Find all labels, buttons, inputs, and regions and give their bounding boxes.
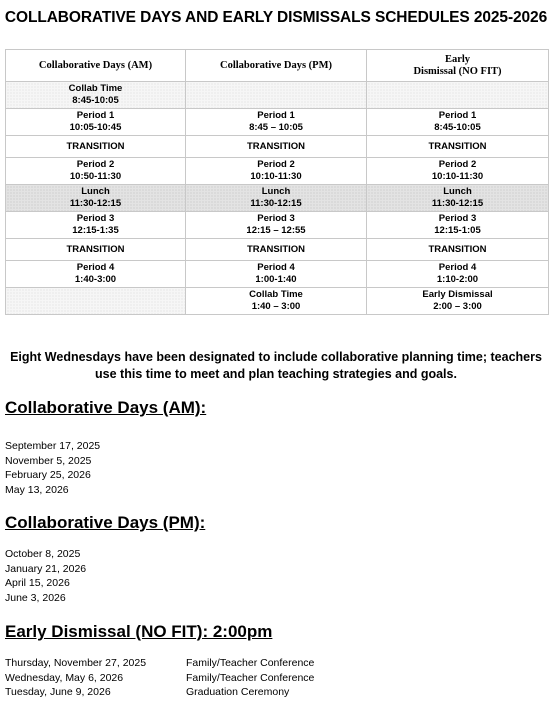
page-title: COLLABORATIVE DAYS AND EARLY DISMISSALS SCHEDULES 2025-2026	[4, 9, 548, 26]
header-line: Collaborative Days (PM)	[220, 59, 332, 71]
table-cell	[186, 288, 367, 315]
table-cell	[6, 136, 186, 158]
table-row	[6, 288, 549, 315]
header-line: Early	[444, 53, 471, 65]
event-date: Wednesday, May 6, 2026	[5, 671, 124, 684]
table-row	[6, 82, 549, 109]
event-date: Thursday, November 27, 2025	[5, 657, 147, 669]
period-time: 1:40 – 3:00	[251, 301, 301, 312]
table-cell	[186, 239, 367, 261]
table-cell	[6, 185, 186, 212]
period-time: 10:10-11:30	[431, 171, 484, 182]
table-cell	[186, 136, 367, 158]
table-row	[6, 212, 549, 239]
list-item: June 3, 2026	[5, 591, 66, 604]
table-cell	[367, 288, 549, 315]
table-cell	[6, 261, 186, 288]
event-name: Graduation Ceremony	[186, 686, 290, 698]
transition-label: TRANSITION	[246, 243, 306, 255]
planning-note: Eight Wednesdays have been designated to include collaborative planning time; teachers use this time to meet and plan teaching strategies and goals.	[10, 350, 542, 381]
period-time: 11:30-12:15	[431, 198, 484, 209]
period-time: 10:50-11:30	[69, 171, 122, 182]
period-time: 1:40-3:00	[74, 274, 117, 285]
list-item	[5, 685, 289, 700]
table-cell	[367, 239, 549, 261]
period-name: Period 3	[76, 213, 115, 224]
am-date-list	[5, 439, 100, 497]
period-name: Collab Time	[68, 83, 123, 94]
pm-date-list	[5, 547, 86, 605]
period-name: Period 4	[76, 262, 115, 273]
period-time: 8:45-10:05	[72, 95, 119, 106]
event-date: Tuesday, June 9, 2026	[5, 686, 111, 698]
header-early-dismissal	[367, 50, 549, 82]
table-cell	[367, 185, 549, 212]
transition-label: TRANSITION	[246, 140, 306, 152]
event-name: Family/Teacher Conference	[186, 657, 315, 669]
period-name: Period 3	[438, 213, 477, 224]
schedule-table	[5, 49, 549, 315]
period-time: 8:45 – 10:05	[249, 122, 303, 133]
table-cell	[6, 239, 186, 261]
transition-label: TRANSITION	[428, 243, 487, 255]
list-item: February 25, 2026	[5, 469, 91, 481]
table-cell	[6, 109, 186, 136]
period-name: Period 2	[76, 159, 115, 170]
table-cell	[186, 185, 367, 212]
table-row	[6, 109, 549, 136]
section-heading-early-dismissal: Early Dismissal (NO FIT): 2:00pm	[5, 622, 273, 641]
period-name: Period 2	[438, 159, 477, 170]
list-item	[5, 671, 314, 686]
list-item: May 13, 2026	[5, 483, 69, 496]
section-heading-am: Collaborative Days (AM):	[5, 398, 207, 417]
table-cell	[367, 109, 549, 136]
table-cell-empty	[367, 82, 549, 109]
period-name: Lunch	[443, 186, 472, 197]
table-cell-empty	[6, 288, 186, 315]
period-time: 12:15-1:35	[72, 225, 119, 236]
table-cell	[186, 158, 367, 185]
list-item: October 8, 2025	[5, 548, 81, 560]
transition-label: TRANSITION	[66, 243, 125, 255]
header-line: Collaborative Days (AM)	[38, 59, 153, 71]
period-name: Collab Time	[249, 289, 303, 300]
header-line: Dismissal (NO FIT)	[413, 65, 502, 77]
period-time: 1:10-2:00	[436, 274, 479, 285]
period-time: 11:30-12:15	[69, 198, 122, 209]
table-cell	[367, 158, 549, 185]
table-header-row	[6, 50, 549, 82]
period-name: Period 3	[257, 213, 295, 224]
period-time: 8:45-10:05	[434, 122, 481, 133]
table-cell	[186, 212, 367, 239]
list-item	[5, 656, 314, 671]
list-item: September 17, 2025	[5, 440, 101, 452]
transition-label: TRANSITION	[428, 140, 487, 152]
table-cell-empty	[186, 82, 367, 109]
event-name: Family/Teacher Conference	[186, 671, 315, 684]
table-row-transition	[6, 136, 549, 158]
period-name: Lunch	[261, 186, 291, 197]
table-row	[6, 261, 549, 288]
period-time: 1:00-1:40	[255, 274, 297, 285]
period-time: 10:10-11:30	[250, 171, 302, 182]
section-heading-pm: Collaborative Days (PM):	[5, 513, 206, 532]
table-cell	[186, 109, 367, 136]
table-row	[6, 158, 549, 185]
period-name: Period 1	[76, 110, 115, 121]
period-time: 2:00 – 3:00	[433, 301, 482, 312]
header-collab-pm	[186, 50, 367, 82]
header-collab-am	[6, 50, 186, 82]
list-item: April 15, 2026	[5, 577, 70, 589]
period-name: Period 2	[257, 159, 295, 170]
period-time: 12:15 – 12:55	[246, 225, 306, 236]
table-cell	[367, 136, 549, 158]
period-name: Period 4	[257, 262, 295, 273]
table-cell	[6, 212, 186, 239]
period-name: Period 1	[257, 110, 295, 121]
transition-label: TRANSITION	[66, 140, 125, 152]
table-cell	[367, 261, 549, 288]
table-cell	[186, 261, 367, 288]
period-name: Period 1	[438, 110, 477, 121]
table-row-lunch	[6, 185, 549, 212]
period-time: 12:15-1:05	[434, 225, 481, 236]
table-row-transition	[6, 239, 549, 261]
table-cell	[6, 82, 186, 109]
period-time: 11:30-12:15	[250, 198, 302, 209]
list-item: November 5, 2025	[5, 454, 92, 467]
table-cell	[6, 158, 186, 185]
period-time: 10:05-10:45	[69, 122, 122, 133]
period-name: Early Dismissal	[422, 289, 493, 300]
list-item: January 21, 2026	[5, 562, 87, 575]
period-name: Period 4	[438, 262, 477, 273]
table-cell	[367, 212, 549, 239]
period-name: Lunch	[81, 186, 110, 197]
